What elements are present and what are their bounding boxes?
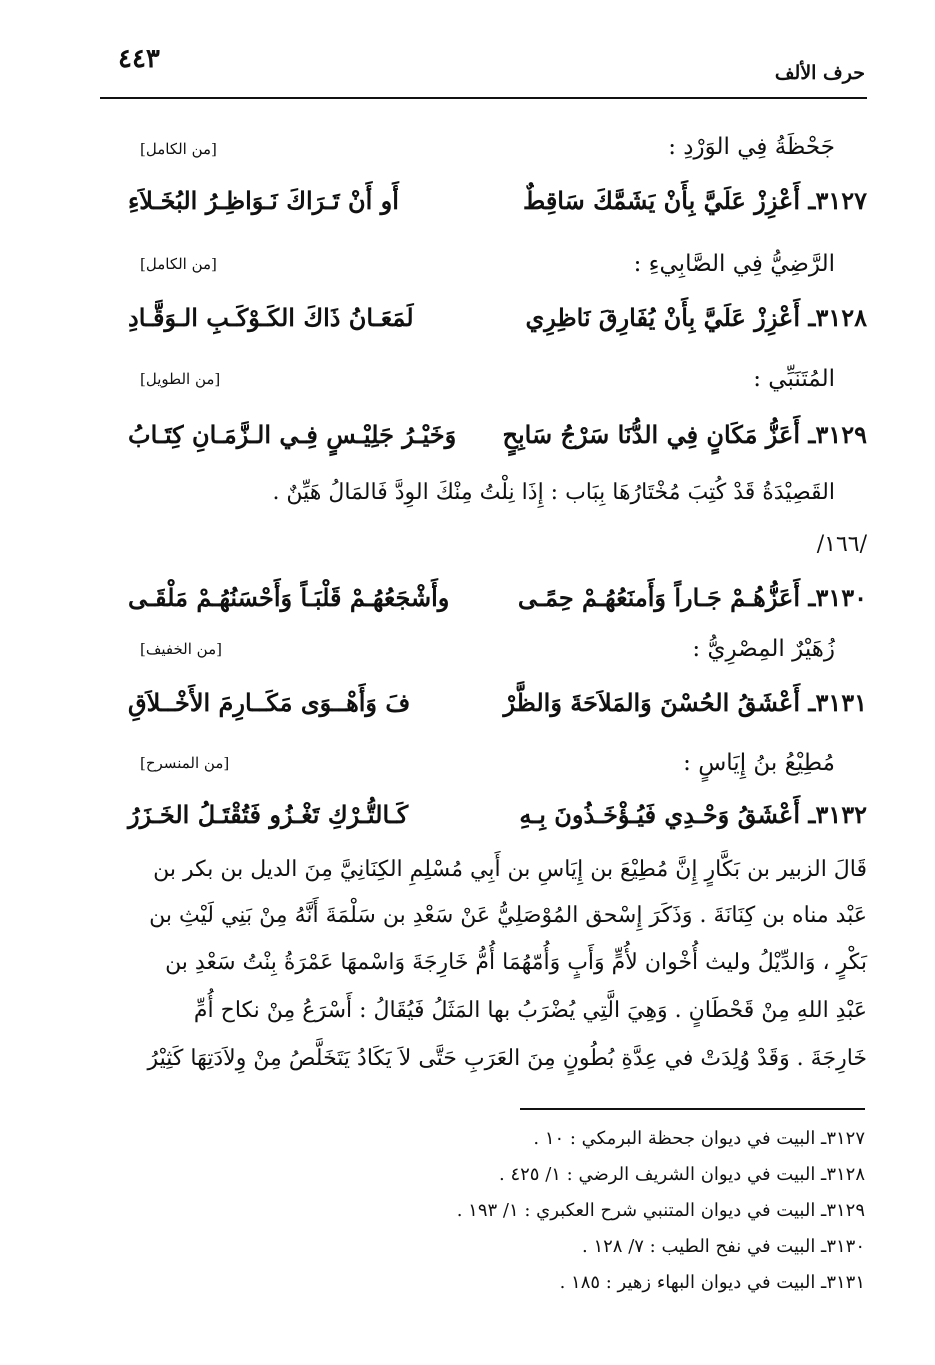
running-header-title: حرف الألف	[774, 62, 865, 84]
prose-line: خَارِجَةَ . وَقَدْ وُلِدَتْ في عِدَّةِ بُطُونٍ مِنَ العَرَبِ حَتَّى لاَ يَكَادُ يَتَخَلَّصُ مِنْ وِلاَدَتِهَا كَثِيْرُ	[147, 1046, 867, 1071]
verse-first-hemistich	[503, 688, 867, 717]
prose-line: بَكْرٍ ، وَالدِّيْلُ وليث أُخْوان لأُمٍّ وَأَبٍ وَأُمّهُمَا أُمُّ خَارِجَةَ وَاسْمهَا عَمْرَةُ بِنْتُ سَعْدِ بن	[165, 950, 867, 975]
verse-first-hemistich	[523, 186, 867, 215]
meter-label-3129: [من الطويل]	[140, 370, 221, 388]
footnote-3127: ٣١٢٧ـ البيت في ديوان جحظة البرمكي : ١٠ .	[533, 1128, 865, 1149]
poet-intro-3127: جَحْظَةُ فِي الوَرْدِ :	[668, 134, 835, 160]
hemistich-text: أَعَزُّهُـمْ جَـاراً وَأَمنَعُهُـمْ حِمًـى	[517, 583, 801, 612]
verse-number: ٣١٢٨ـ	[808, 303, 867, 332]
prose-line: عَبْدِ اللهِ مِنْ قَحْطَانٍ . وَهِيَ الَّتِي يُضْرَبُ بها المَثَلُ فَيُقَالُ : أَسْرَعُ مِنْ نكاح أُمِّ	[193, 998, 867, 1023]
prose-line: قَالَ الزبير بن بَكَّارٍ إِنَّ مُطِيْعَ بن إِيَاسِ بن أَبِي مُسْلِمِ الكِنَانِيَّ مِنَ الديل بن بكر بن	[153, 857, 867, 882]
hemistich-text: أَعْشَقُ الحُسْنَ وَالمَلاَحَةَ وَالظَّرْ	[503, 688, 801, 717]
poet-intro-3128: الرَّضِيُّ فِي الصَّابِيءِ :	[633, 251, 835, 277]
page-number: ٤٤٣	[118, 44, 160, 74]
verse-number: ٣١٣١ـ	[808, 688, 867, 717]
meter-label-3127: [من الكامل]	[140, 140, 217, 158]
footnote-3129: ٣١٢٩ـ البيت في ديوان المتنبي شرح العكبري : ١/ ١٩٣ .	[456, 1200, 865, 1221]
verse-number: ٣١٣٠ـ	[808, 583, 867, 612]
qasida-note: القَصِيْدَةُ قَدْ كُتِبَ مُخْتَارُهَا بِبَاب : إِذَا نِلْتُ مِنْكَ الوِدَّ فَالمَالُ هَيِّنٌ .	[272, 480, 835, 505]
poet-intro-3129: المُتَنَبِّي :	[753, 366, 835, 392]
footnote-3130: ٣١٣٠ـ البيت في نفح الطيب : ٧/ ١٢٨ .	[582, 1236, 865, 1257]
hemistich-text: أَعْزِزْ عَلَيَّ بِأَنْ يُفَارِقَ نَاظِرِي	[525, 303, 801, 332]
manuscript-folio-ref: /١٦٦/	[816, 532, 867, 557]
hemistich-text: أَعَزُّ مَكَانٍ فِي الدُّنَا سَرْجُ سَابِحٍ	[502, 420, 801, 449]
verse-first-hemistich	[518, 583, 867, 612]
footnote-3131: ٣١٣١ـ البيت في ديوان البهاء زهير : ١٨٥ .	[559, 1272, 865, 1293]
verse-second-hemistich: فَ وَأَهْــوَى مَكَــارِمَ الأَخْــلاَقِ	[128, 688, 411, 717]
verse-second-hemistich: أَو أَنْ تَـرَاكَ نَـوَاظِـرُ البُخَـلاَءِ	[128, 186, 399, 215]
verse-second-hemistich: كَـالتُّـرْكِ تَغْـزُو فَتُقْتَـلُ الخَـزَرُ	[128, 800, 409, 829]
header-rule	[100, 97, 867, 99]
verse-second-hemistich: وَخَيْـرُ جَلِيْـسٍ فِـي الـزَّمَـانِ كِتَـابُ	[128, 420, 457, 449]
verse-first-hemistich	[503, 420, 868, 449]
footnote-rule	[520, 1108, 865, 1110]
verse-number: ٣١٢٩ـ	[808, 420, 867, 449]
verse-second-hemistich: لَمَعَـانُ ذَاكَ الكَـوْكَـبِ الـوَقَّـادِ	[128, 303, 414, 332]
verse-number: ٣١٣٢ـ	[808, 800, 867, 829]
hemistich-text: أَعْشَقُ وَحْـدِي فَيُـؤْخَـذُونَ بِـهِ	[519, 800, 801, 829]
meter-label-3128: [من الكامل]	[140, 255, 217, 273]
verse-first-hemistich	[525, 303, 867, 332]
hemistich-text: أَعْزِزْ عَلَيَّ بِأَنْ يَشَمَّكَ سَاقِطٌ	[523, 186, 801, 215]
poet-intro-3132: مُطِيْعُ بنُ إِيَاسٍ :	[683, 750, 835, 776]
verse-number: ٣١٢٧ـ	[808, 186, 867, 215]
meter-label-3132: [من المنسرح]	[140, 754, 230, 772]
verse-first-hemistich	[519, 800, 867, 829]
poet-intro-3131: زُهَيْرٌ المِصْرِيُّ :	[692, 636, 835, 662]
prose-line: عَبْد مناه بن كِنَانَةَ . وَذَكَرَ إِسْحق المُوْصَلِيُّ عَنْ سَعْدِ بن سَلْمَةَ أَنَّهُ مِنْ بَنِي لَيْثِ بن	[149, 903, 867, 928]
verse-second-hemistich: وأَشْجَعُهُـمْ قَلْبَـاً وَأَحْسَنُهُـمْ مَلْقَـى	[128, 583, 450, 612]
footnote-3128: ٣١٢٨ـ البيت في ديوان الشريف الرضي : ١/ ٤٢٥ .	[499, 1164, 865, 1185]
meter-label-3131: [من الخفيف]	[140, 640, 222, 658]
